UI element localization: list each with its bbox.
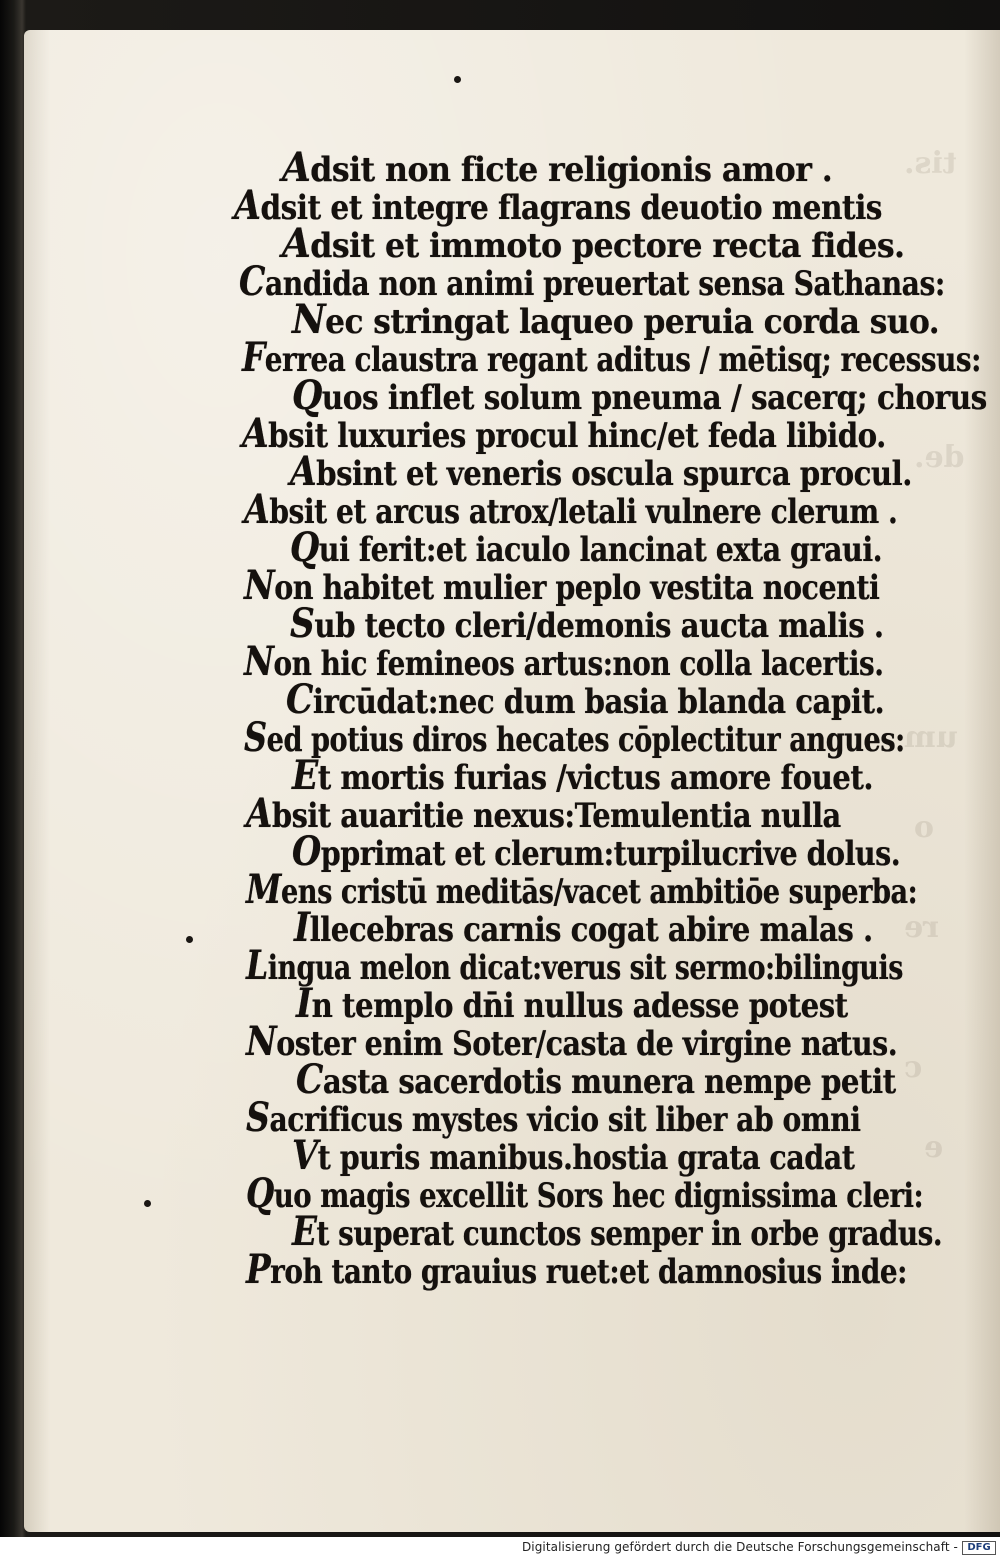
verse-line: Quo magis excellit Sors hec dignissima cleri: xyxy=(246,1170,924,1217)
funding-credit: Digitalisierung gefördert durch die Deutsche Forschungsgemeinschaft - xyxy=(521,1540,958,1554)
verse-line: In templo dn̄i nullus adesse potest xyxy=(296,980,848,1027)
verse-line: Lingua melon dicat:verus sit sermo:bilinguis xyxy=(246,942,903,989)
verse-line: Absit et arcus atrox/letali vulnere clerum . xyxy=(244,486,898,533)
verse-line: Adsit et integre flagrans deuotio mentis xyxy=(234,182,882,229)
verse-line: Ferrea claustra regant aditus / mētisq; recessus: xyxy=(242,334,981,381)
verse-line: Mens cristū meditās/vacet ambitiōe superba: xyxy=(246,866,918,913)
show-through-bleed: tis. de. um o re c e xyxy=(904,146,965,1165)
verse-line: Non hic femineos artus:non colla lacertis. xyxy=(244,638,884,685)
book-page xyxy=(24,30,1000,1532)
verse-line: Quos inflet solum pneuma / sacerq; chorus xyxy=(292,372,987,419)
verse-line: Sub tecto cleri/demonis aucta malis . xyxy=(290,600,884,647)
verse-line: Et mortis furias /victus amore fouet. xyxy=(292,752,874,799)
digitization-footer xyxy=(0,1537,1000,1559)
verse-line: Qui ferit:et iaculo lancinat exta graui. xyxy=(290,524,883,571)
verse-line: Circūdat:nec dum basia blanda capit. xyxy=(286,676,885,723)
verse-line: Opprimat et clerum:turpilucrive dolus. xyxy=(292,828,901,875)
verse-line: Absit luxuries procul hinc/et feda libido. xyxy=(242,410,886,457)
verse-line: Proh tanto grauius ruet:et damnosius inde: xyxy=(246,1246,907,1293)
verse-line: Absit auaritie nexus:Temulentia nulla xyxy=(246,790,841,837)
verse-line: Adsit non ficte religionis amor . xyxy=(282,144,833,191)
verse-line: Adsit et immoto pectore recta fides. xyxy=(282,220,905,267)
verse-line: Sed potius diros hecates cōplectitur angues: xyxy=(244,714,905,761)
verse-line: Casta sacerdotis munera nempe petit xyxy=(296,1056,896,1103)
verse-line: Non habitet mulier peplo vestita nocenti xyxy=(244,562,880,609)
verse-text xyxy=(24,30,1000,1532)
dfg-logo: DFG xyxy=(962,1541,996,1555)
verse-line: Illecebras carnis cogat abire malas . xyxy=(294,904,873,951)
verse-line: Absint et veneris oscula spurca procul. xyxy=(290,448,912,495)
verse-line: Noster enim Soter/casta de virgine natus. xyxy=(246,1018,898,1065)
verse-line: Candida non animi preuertat sensa Sathanas: xyxy=(239,258,945,305)
verse-line: Et superat cunctos semper in orbe gradus. xyxy=(292,1208,943,1255)
verse-line: Nec stringat laqueo peruia corda suo. xyxy=(292,296,940,343)
verse-line: Vt puris manibus.hostia grata cadat xyxy=(292,1132,855,1179)
verse-line: Sacrificus mystes vicio sit liber ab omni xyxy=(246,1094,861,1141)
